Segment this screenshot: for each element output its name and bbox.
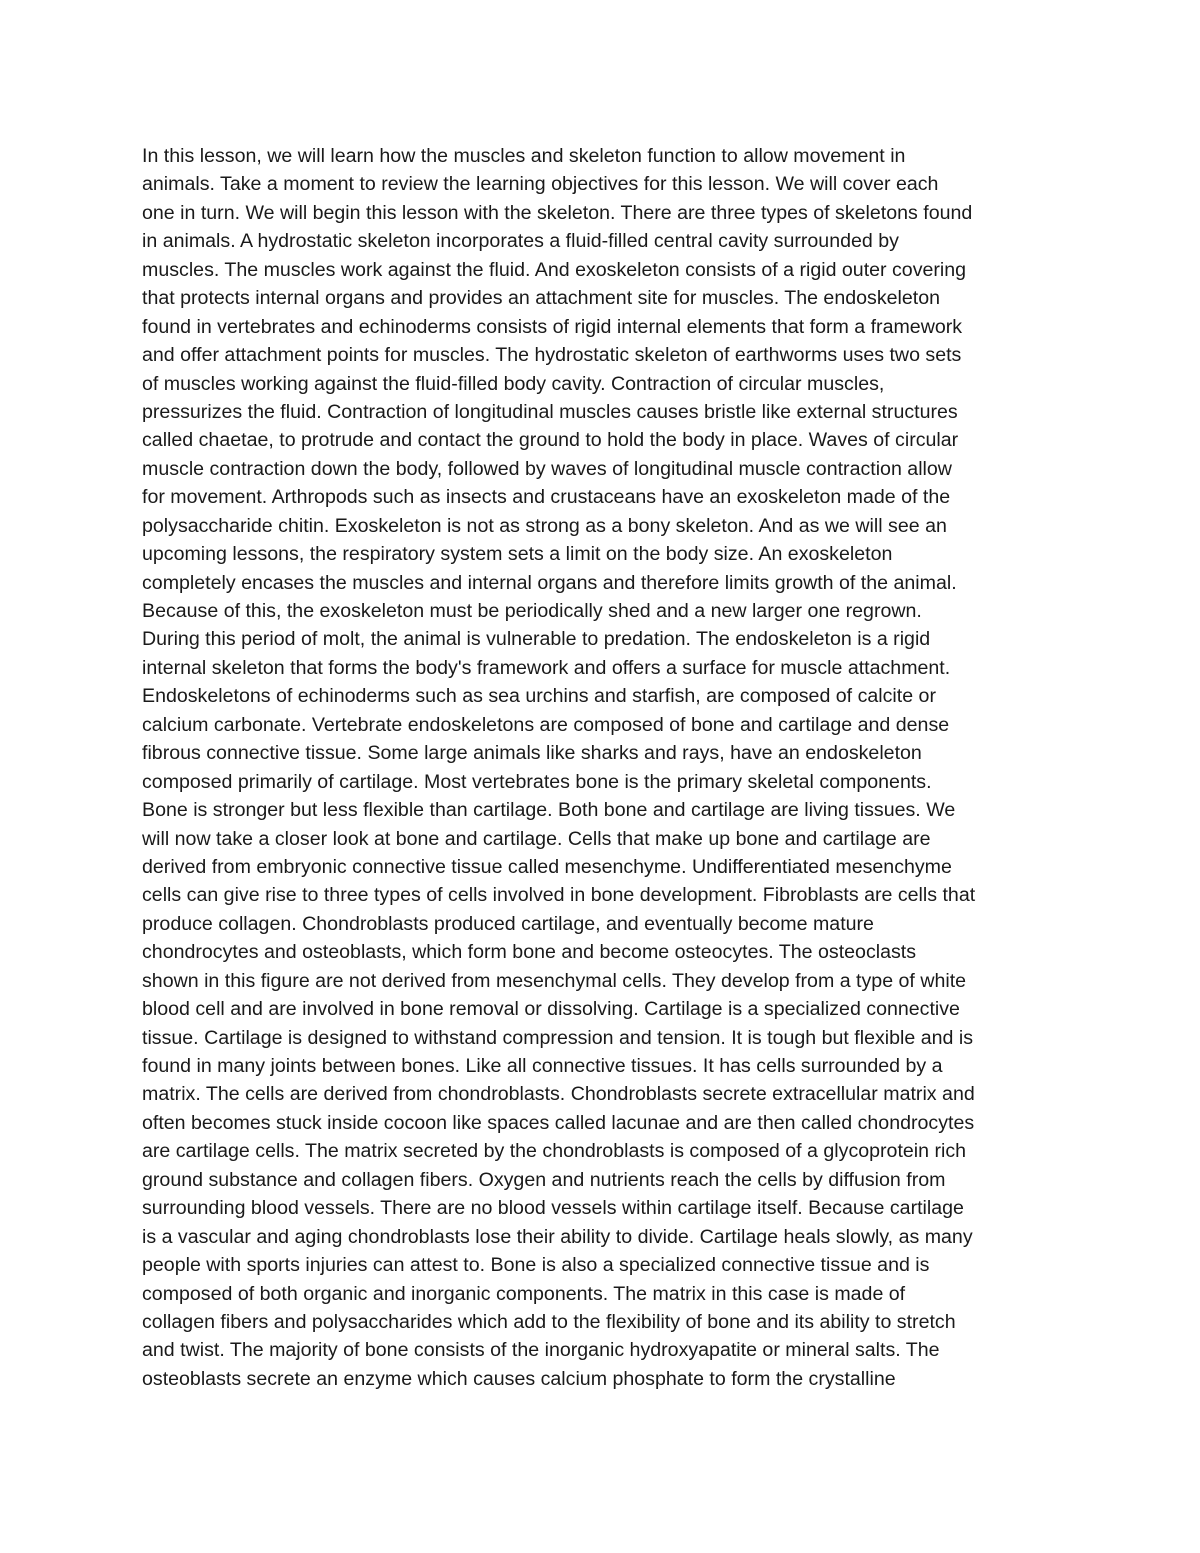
- text-line: often becomes stuck inside cocoon like spaces called lacunae and are then called chondrocytes: [142, 1111, 975, 1134]
- text-line: animals. Take a moment to review the learning objectives for this lesson. We will cover each: [142, 173, 939, 196]
- text-line: found in many joints between bones. Like all connective tissues. It has cells surrounded by a: [142, 1055, 943, 1077]
- text-line: that protects internal organs and provides an attachment site for muscles. The endoskeleton: [142, 287, 940, 310]
- text-line: derived from embryonic connective tissue called mesenchyme. Undifferentiated mesenchyme: [142, 855, 952, 878]
- text-line: people with sports injuries can attest to. Bone is also a specialized connective tissue and is: [142, 1254, 930, 1277]
- text-line: Bone is stronger but less flexible than cartilage. Both bone and cartilage are living tissues. We: [142, 799, 956, 822]
- text-line: calcium carbonate. Vertebrate endoskeletons are composed of bone and cartilage and dense: [142, 713, 950, 736]
- text-line: matrix. The cells are derived from chondroblasts. Chondroblasts secrete extracellular matrix and: [142, 1083, 975, 1106]
- text-line: and twist. The majority of bone consists of the inorganic hydroxyapatite or mineral salts. The: [142, 1339, 940, 1362]
- text-line: in animals. A hydrostatic skeleton incorporates a fluid-filled central cavity surrounded by: [142, 230, 899, 253]
- text-line: polysaccharide chitin. Exoskeleton is not as strong as a bony skeleton. And as we will see an: [142, 514, 947, 537]
- text-line: collagen fibers and polysaccharides which add to the flexibility of bone and its ability to stretch: [142, 1310, 956, 1333]
- text-line: are cartilage cells. The matrix secreted by the chondroblasts is composed of a glycoprotein rich: [142, 1140, 967, 1163]
- text-line: surrounding blood vessels. There are no blood vessels within cartilage itself. Because cartilage: [142, 1197, 964, 1220]
- text-line: fibrous connective tissue. Some large animals like sharks and rays, have an endoskeleton: [142, 742, 922, 765]
- text-line: for movement. Arthropods such as insects and crustaceans have an exoskeleton made of the: [142, 486, 951, 509]
- text-line: completely encases the muscles and internal organs and therefore limits growth of the animal.: [142, 571, 957, 594]
- text-line: and offer attachment points for muscles. The hydrostatic skeleton of earthworms uses two sets: [142, 344, 962, 367]
- text-line: osteoblasts secrete an enzyme which causes calcium phosphate to form the crystalline: [142, 1367, 896, 1390]
- text-line: pressurizes the fluid. Contraction of longitudinal muscles causes bristle like external structures: [142, 400, 958, 423]
- text-line: muscles. The muscles work against the fluid. And exoskeleton consists of a rigid outer covering: [142, 258, 967, 281]
- text-line: composed of both organic and inorganic components. The matrix in this case is made of: [142, 1282, 906, 1305]
- text-line: tissue. Cartilage is designed to withstand compression and tension. It is tough but flexible and is: [142, 1026, 974, 1049]
- text-line: produce collagen. Chondroblasts produced cartilage, and eventually become mature: [142, 912, 874, 935]
- text-line: called chaetae, to protrude and contact the ground to hold the body in place. Waves of circular: [142, 429, 959, 452]
- text-line: In this lesson, we will learn how the muscles and skeleton function to allow movement in: [142, 145, 906, 167]
- text-line: cells can give rise to three types of cells involved in bone development. Fibroblasts are cells that: [142, 884, 976, 907]
- text-line: internal skeleton that forms the body's framework and offers a surface for muscle attachment.: [142, 656, 951, 679]
- text-line: blood cell and are involved in bone removal or dissolving. Cartilage is a specialized connective: [142, 998, 960, 1021]
- text-line: chondrocytes and osteoblasts, which form bone and become osteocytes. The osteoclasts: [142, 941, 917, 964]
- text-line: one in turn. We will begin this lesson with the skeleton. There are three types of skeletons found: [142, 201, 973, 224]
- text-line: Endoskeletons of echinoderms such as sea urchins and starfish, are composed of calcite or: [142, 685, 936, 708]
- text-line: Because of this, the exoskeleton must be periodically shed and a new larger one regrown.: [142, 600, 922, 622]
- text-line: is a vascular and aging chondroblasts lose their ability to divide. Cartilage heals slowly, as many: [142, 1225, 973, 1248]
- text-line: During this period of molt, the animal is vulnerable to predation. The endoskeleton is a rigid: [142, 628, 931, 651]
- text-line: ground substance and collagen fibers. Oxygen and nutrients reach the cells by diffusion from: [142, 1168, 946, 1191]
- text-line: of muscles working against the fluid-filled body cavity. Contraction of circular muscles,: [142, 372, 885, 395]
- text-line: composed primarily of cartilage. Most vertebrates bone is the primary skeletal components.: [142, 770, 932, 793]
- text-line: muscle contraction down the body, followed by waves of longitudinal muscle contraction allow: [142, 457, 952, 480]
- text-line: found in vertebrates and echinoderms consists of rigid internal elements that form a framework: [142, 315, 963, 338]
- text-line: shown in this figure are not derived from mesenchymal cells. They develop from a type of white: [142, 969, 967, 992]
- text-line: will now take a closer look at bone and cartilage. Cells that make up bone and cartilage are: [142, 827, 931, 850]
- body-text: [142, 142, 1082, 1393]
- text-line: upcoming lessons, the respiratory system sets a limit on the body size. An exoskeleton: [142, 543, 893, 566]
